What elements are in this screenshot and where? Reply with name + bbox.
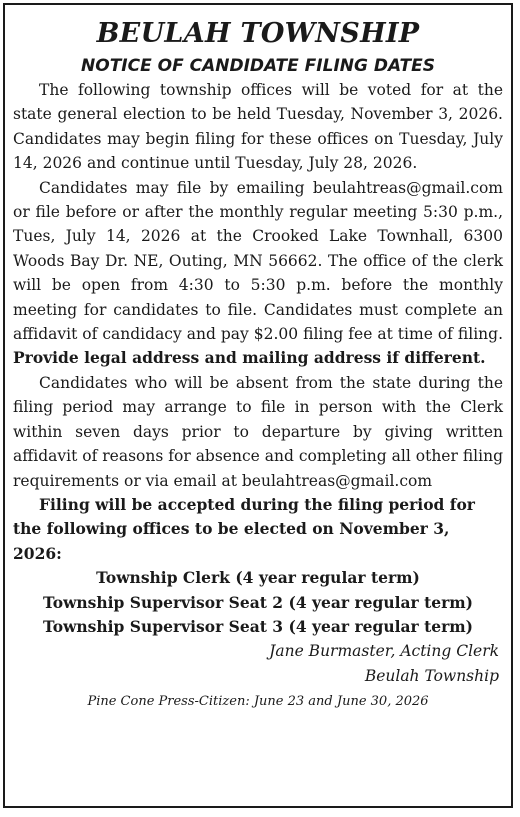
office-item: Township Supervisor Seat 3 (4 year regular term)	[42, 616, 474, 636]
filing-heading: Filing will be accepted during the filing period for the following offices to be elected on November 3, 2026:	[13, 494, 475, 563]
signature-name: Jane Burmaster, Acting Clerk	[269, 642, 499, 661]
notice-title: BEULAH TOWNSHIP	[96, 18, 420, 49]
publication-footer: Pine Cone Press-Citizen: June 23 and June 30, 2026	[87, 694, 429, 710]
notice-subtitle: NOTICE OF CANDIDATE FILING DATES	[81, 56, 435, 76]
absence-paragraph: Candidates who will be absent from the state during the filing period may arrange to file in person with the Clerk within seven days prior to departure by giving written affidavit of reasons for absence and completing all other filing requirements or via email at beulahtreas@gmail.com	[13, 373, 503, 490]
office-item: Township Clerk (4 year regular term)	[96, 568, 420, 588]
office-list	[13, 566, 503, 639]
legal-notice	[3, 3, 513, 808]
signature-org: Beulah Township	[364, 666, 499, 685]
address-requirement: Provide legal address and mailing address if different.	[13, 348, 486, 368]
election-paragraph: The following township offices will be voted for at the state general election to be held Tuesday, November 3, 2026. Candidates may begin filing for these offices on Tuesday, July 14, 2026 and continue until Tuesday, July 28, 2026.	[13, 81, 503, 173]
filing-method-paragraph	[13, 176, 503, 371]
filing-method-text: Candidates may file by emailing beulahtreas@gmail.com or file before or after the monthly regular meeting 5:30 p.m., Tues, July 14, 2026 at the Crooked Lake Townhall, 6300 Woods Bay Dr. NE, Outing, MN 56662. The office of the clerk will be open from 4:30 to 5:30 p.m. before the monthly meeting for candidates to file. Candidates must complete an affidavit of candidacy and pay $2.00 filing fee at time of filing.	[13, 178, 503, 344]
office-item: Township Supervisor Seat 2 (4 year regular term)	[42, 592, 474, 612]
